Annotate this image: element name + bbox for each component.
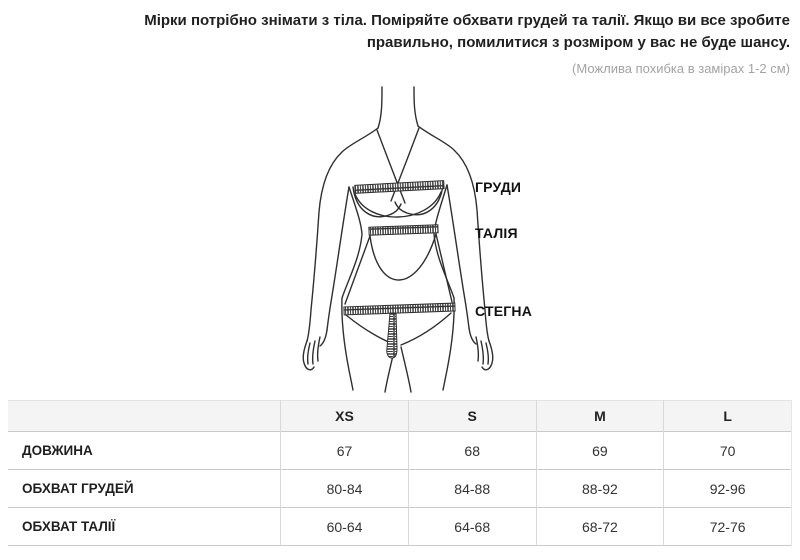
waist-measure-label: ТАЛІЯ: [475, 225, 518, 241]
length-m: 69: [536, 432, 664, 470]
row-label-waist: ОБХВАТ ТАЛІЇ: [22, 519, 116, 534]
chest-xs: 80-84: [281, 470, 409, 508]
hips-measure-label: СТЕГНА: [475, 303, 533, 319]
length-xs: 67: [281, 432, 409, 470]
col-header-s: S: [408, 401, 536, 432]
waist-l: 72-76: [664, 508, 792, 546]
chest-l: 92-96: [664, 470, 792, 508]
table-row-chest: [8, 470, 792, 508]
length-l: 70: [664, 432, 792, 470]
table-corner-cell: [8, 401, 281, 432]
waist-s: 64-68: [408, 508, 536, 546]
intro-text: Мірки потрібно знімати з тіла. Поміряйте обхвати грудей та талії. Якщо ви все зробите правильно, помилитися з розміром у вас не буде шансу.: [144, 12, 790, 51]
measurement-figure: [0, 84, 800, 394]
table-row-length: [8, 432, 792, 470]
hips-tape-band: [344, 303, 455, 315]
chest-tape-band: [355, 181, 444, 194]
size-table-header-row: [8, 401, 792, 432]
col-header-l: L: [664, 401, 792, 432]
length-s: 68: [408, 432, 536, 470]
measurement-tolerance-note: (Можлива похибка в замірах 1-2 см): [572, 61, 790, 76]
intro-block: [0, 0, 800, 84]
table-row-waist: [8, 508, 792, 546]
chest-s: 84-88: [408, 470, 536, 508]
chest-measure-label: ГРУДИ: [475, 179, 522, 195]
col-header-xs: XS: [281, 401, 409, 432]
row-label-length: ДОВЖИНА: [22, 443, 93, 458]
waist-tape-band: [369, 225, 438, 235]
col-header-m: M: [536, 401, 664, 432]
row-label-chest: ОБХВАТ ГРУДЕЙ: [22, 481, 134, 496]
tape-tail: [387, 313, 397, 358]
chest-m: 88-92: [536, 470, 664, 508]
size-table: [8, 400, 792, 546]
waist-m: 68-72: [536, 508, 664, 546]
waist-xs: 60-64: [281, 508, 409, 546]
